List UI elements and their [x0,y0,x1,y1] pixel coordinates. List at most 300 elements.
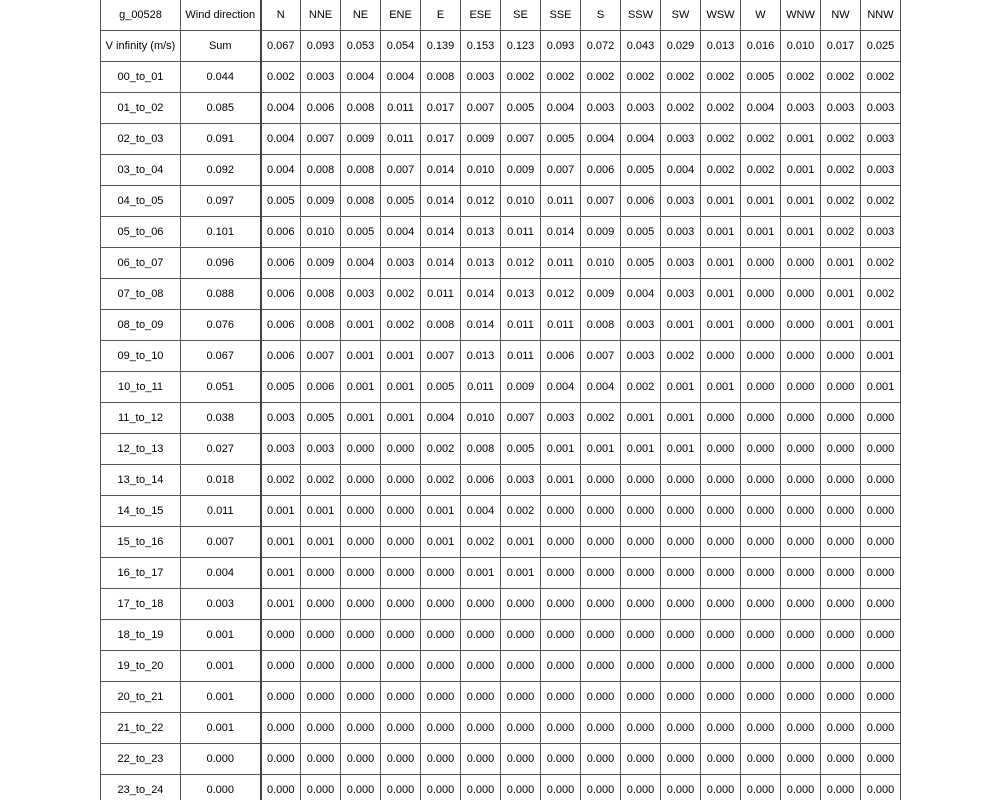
direction-total-cell: 0.123 [501,31,541,62]
value-cell: 0.002 [381,310,421,341]
speed-range-label: 22_to_23 [101,744,181,775]
value-cell: 0.002 [661,341,701,372]
table-row [101,558,901,589]
value-cell: 0.011 [461,372,501,403]
value-cell: 0.000 [541,713,581,744]
value-cell: 0.004 [621,279,661,310]
value-cell: 0.008 [341,186,381,217]
speed-range-label: 16_to_17 [101,558,181,589]
direction-total-cell: 0.067 [261,31,301,62]
direction-total-cell: 0.010 [781,31,821,62]
row-sum-cell: 0.001 [181,682,261,713]
value-cell: 0.001 [661,372,701,403]
value-cell: 0.000 [541,558,581,589]
value-cell: 0.002 [621,372,661,403]
table-row [101,62,901,93]
value-cell: 0.000 [541,589,581,620]
value-cell: 0.002 [501,62,541,93]
table-row [101,186,901,217]
value-cell: 0.009 [501,155,541,186]
value-cell: 0.011 [541,248,581,279]
direction-total-cell: 0.072 [581,31,621,62]
value-cell: 0.000 [381,527,421,558]
value-cell: 0.000 [381,496,421,527]
value-cell: 0.000 [621,558,661,589]
value-cell: 0.002 [581,403,621,434]
direction-header: N [261,0,301,31]
value-cell: 0.000 [701,558,741,589]
value-cell: 0.003 [261,434,301,465]
value-cell: 0.000 [741,279,781,310]
value-cell: 0.008 [421,310,461,341]
row-sum-cell: 0.088 [181,279,261,310]
value-cell: 0.002 [701,155,741,186]
value-cell: 0.000 [861,744,901,775]
row-sum-cell: 0.091 [181,124,261,155]
table-row [101,465,901,496]
value-cell: 0.003 [861,155,901,186]
value-cell: 0.000 [301,558,341,589]
value-cell: 0.000 [781,589,821,620]
wind-frequency-table [100,0,901,800]
value-cell: 0.000 [861,651,901,682]
value-cell: 0.000 [741,527,781,558]
value-cell: 0.002 [701,62,741,93]
value-cell: 0.001 [381,372,421,403]
value-cell: 0.000 [261,620,301,651]
speed-range-label: 17_to_18 [101,589,181,620]
value-cell: 0.000 [581,713,621,744]
value-cell: 0.002 [421,465,461,496]
value-cell: 0.000 [701,341,741,372]
value-cell: 0.000 [741,310,781,341]
value-cell: 0.002 [461,527,501,558]
value-cell: 0.009 [461,124,501,155]
value-cell: 0.007 [421,341,461,372]
value-cell: 0.006 [261,341,301,372]
wind-direction-header: Wind direction [181,0,261,31]
value-cell: 0.000 [781,341,821,372]
table-row [101,372,901,403]
value-cell: 0.001 [261,589,301,620]
value-cell: 0.000 [821,651,861,682]
value-cell: 0.000 [341,775,381,800]
value-cell: 0.003 [821,93,861,124]
speed-range-label: 02_to_03 [101,124,181,155]
row-sum-cell: 0.085 [181,93,261,124]
row-sum-cell: 0.001 [181,620,261,651]
totals-row [101,31,901,62]
value-cell: 0.000 [541,744,581,775]
value-cell: 0.002 [261,465,301,496]
value-cell: 0.000 [701,434,741,465]
value-cell: 0.000 [781,744,821,775]
speed-range-label: 10_to_11 [101,372,181,403]
value-cell: 0.001 [301,527,341,558]
value-cell: 0.000 [461,620,501,651]
direction-total-cell: 0.054 [381,31,421,62]
value-cell: 0.004 [341,62,381,93]
row-sum-cell: 0.011 [181,496,261,527]
value-cell: 0.001 [701,217,741,248]
value-cell: 0.001 [741,186,781,217]
value-cell: 0.000 [381,620,421,651]
value-cell: 0.000 [621,589,661,620]
value-cell: 0.011 [501,341,541,372]
value-cell: 0.003 [301,62,341,93]
value-cell: 0.000 [581,496,621,527]
value-cell: 0.000 [701,620,741,651]
value-cell: 0.002 [821,155,861,186]
table-row [101,217,901,248]
value-cell: 0.005 [541,124,581,155]
value-cell: 0.000 [741,341,781,372]
value-cell: 0.014 [421,186,461,217]
value-cell: 0.009 [301,186,341,217]
value-cell: 0.000 [821,372,861,403]
direction-total-cell: 0.016 [741,31,781,62]
value-cell: 0.002 [741,124,781,155]
value-cell: 0.002 [661,62,701,93]
direction-header: NW [821,0,861,31]
value-cell: 0.000 [381,434,421,465]
value-cell: 0.004 [581,124,621,155]
value-cell: 0.001 [261,558,301,589]
value-cell: 0.000 [301,589,341,620]
value-cell: 0.002 [821,217,861,248]
value-cell: 0.002 [621,62,661,93]
value-cell: 0.000 [381,744,421,775]
value-cell: 0.000 [701,527,741,558]
value-cell: 0.000 [861,682,901,713]
value-cell: 0.000 [541,620,581,651]
value-cell: 0.001 [701,372,741,403]
value-cell: 0.002 [581,62,621,93]
value-cell: 0.007 [381,155,421,186]
value-cell: 0.006 [301,372,341,403]
speed-range-label: 21_to_22 [101,713,181,744]
value-cell: 0.000 [541,496,581,527]
table-row [101,744,901,775]
value-cell: 0.000 [781,620,821,651]
value-cell: 0.013 [461,217,501,248]
value-cell: 0.000 [461,651,501,682]
value-cell: 0.000 [741,713,781,744]
row-sum-cell: 0.001 [181,651,261,682]
value-cell: 0.000 [861,465,901,496]
row-sum-cell: 0.000 [181,775,261,800]
value-cell: 0.001 [261,527,301,558]
value-cell: 0.001 [661,403,701,434]
value-cell: 0.000 [421,744,461,775]
value-cell: 0.000 [661,527,701,558]
value-cell: 0.000 [661,465,701,496]
value-cell: 0.001 [741,217,781,248]
value-cell: 0.000 [781,279,821,310]
direction-header: WNW [781,0,821,31]
value-cell: 0.004 [381,62,421,93]
row-sum-cell: 0.038 [181,403,261,434]
value-cell: 0.000 [261,744,301,775]
row-sum-cell: 0.092 [181,155,261,186]
value-cell: 0.000 [301,620,341,651]
value-cell: 0.000 [621,496,661,527]
value-cell: 0.006 [621,186,661,217]
value-cell: 0.010 [301,217,341,248]
value-cell: 0.010 [501,186,541,217]
value-cell: 0.010 [461,403,501,434]
value-cell: 0.000 [741,465,781,496]
value-cell: 0.000 [741,651,781,682]
value-cell: 0.000 [701,403,741,434]
value-cell: 0.000 [341,744,381,775]
speed-range-label: 14_to_15 [101,496,181,527]
value-cell: 0.003 [341,279,381,310]
direction-header: SE [501,0,541,31]
direction-header: NE [341,0,381,31]
value-cell: 0.002 [781,62,821,93]
value-cell: 0.000 [661,682,701,713]
value-cell: 0.000 [421,713,461,744]
value-cell: 0.001 [821,248,861,279]
table-row [101,775,901,800]
value-cell: 0.000 [701,775,741,800]
value-cell: 0.000 [421,682,461,713]
value-cell: 0.000 [861,775,901,800]
value-cell: 0.001 [341,310,381,341]
value-cell: 0.001 [861,372,901,403]
value-cell: 0.001 [661,434,701,465]
value-cell: 0.001 [541,465,581,496]
value-cell: 0.000 [261,775,301,800]
value-cell: 0.000 [821,589,861,620]
value-cell: 0.007 [581,341,621,372]
value-cell: 0.000 [341,434,381,465]
value-cell: 0.000 [701,713,741,744]
value-cell: 0.000 [621,465,661,496]
speed-range-label: 19_to_20 [101,651,181,682]
speed-range-label: 03_to_04 [101,155,181,186]
value-cell: 0.001 [781,124,821,155]
speed-range-label: 23_to_24 [101,775,181,800]
table-row [101,403,901,434]
value-cell: 0.007 [501,124,541,155]
value-cell: 0.000 [861,434,901,465]
value-cell: 0.000 [861,620,901,651]
value-cell: 0.003 [661,124,701,155]
table-row [101,651,901,682]
table-row [101,527,901,558]
value-cell: 0.011 [381,124,421,155]
value-cell: 0.000 [461,713,501,744]
value-cell: 0.000 [781,682,821,713]
value-cell: 0.000 [341,682,381,713]
value-cell: 0.000 [861,496,901,527]
value-cell: 0.000 [581,465,621,496]
value-cell: 0.000 [381,589,421,620]
table-row [101,620,901,651]
table-row [101,93,901,124]
value-cell: 0.001 [421,527,461,558]
value-cell: 0.002 [821,124,861,155]
direction-header: W [741,0,781,31]
value-cell: 0.004 [741,93,781,124]
value-cell: 0.004 [421,403,461,434]
value-cell: 0.003 [301,434,341,465]
direction-header: SW [661,0,701,31]
value-cell: 0.001 [661,310,701,341]
value-cell: 0.004 [341,248,381,279]
value-cell: 0.000 [301,682,341,713]
value-cell: 0.005 [621,217,661,248]
value-cell: 0.001 [781,155,821,186]
value-cell: 0.003 [661,217,701,248]
value-cell: 0.002 [541,62,581,93]
value-cell: 0.000 [581,620,621,651]
value-cell: 0.006 [261,279,301,310]
value-cell: 0.000 [301,775,341,800]
value-cell: 0.003 [381,248,421,279]
value-cell: 0.000 [341,465,381,496]
value-cell: 0.000 [821,620,861,651]
speed-range-label: 08_to_09 [101,310,181,341]
value-cell: 0.000 [301,651,341,682]
speed-range-label: 04_to_05 [101,186,181,217]
value-cell: 0.000 [621,527,661,558]
direction-total-cell: 0.025 [861,31,901,62]
value-cell: 0.000 [821,744,861,775]
speed-range-label: 00_to_01 [101,62,181,93]
value-cell: 0.000 [781,713,821,744]
value-cell: 0.007 [461,93,501,124]
value-cell: 0.007 [541,155,581,186]
speed-range-label: 13_to_14 [101,465,181,496]
value-cell: 0.002 [661,93,701,124]
row-sum-cell: 0.003 [181,589,261,620]
direction-header: SSE [541,0,581,31]
row-sum-cell: 0.000 [181,744,261,775]
table-row [101,341,901,372]
value-cell: 0.008 [341,155,381,186]
value-cell: 0.000 [781,403,821,434]
value-cell: 0.006 [541,341,581,372]
value-cell: 0.017 [421,124,461,155]
value-cell: 0.000 [421,775,461,800]
value-cell: 0.002 [861,62,901,93]
direction-header: WSW [701,0,741,31]
value-cell: 0.006 [461,465,501,496]
row-sum-cell: 0.076 [181,310,261,341]
value-cell: 0.001 [341,341,381,372]
value-cell: 0.004 [661,155,701,186]
value-cell: 0.000 [661,496,701,527]
value-cell: 0.000 [621,682,661,713]
value-cell: 0.000 [421,620,461,651]
value-cell: 0.008 [341,93,381,124]
value-cell: 0.005 [741,62,781,93]
value-cell: 0.000 [341,527,381,558]
value-cell: 0.000 [501,589,541,620]
value-cell: 0.000 [741,589,781,620]
value-cell: 0.003 [861,93,901,124]
value-cell: 0.000 [581,775,621,800]
value-cell: 0.001 [701,248,741,279]
value-cell: 0.000 [861,589,901,620]
value-cell: 0.002 [741,155,781,186]
value-cell: 0.005 [261,372,301,403]
value-cell: 0.000 [381,682,421,713]
table-row [101,589,901,620]
value-cell: 0.000 [621,651,661,682]
row-sum-cell: 0.067 [181,341,261,372]
value-cell: 0.000 [741,403,781,434]
value-cell: 0.001 [461,558,501,589]
value-cell: 0.000 [781,775,821,800]
value-cell: 0.000 [781,372,821,403]
value-cell: 0.006 [581,155,621,186]
value-cell: 0.011 [501,310,541,341]
value-cell: 0.005 [261,186,301,217]
row-sum-cell: 0.096 [181,248,261,279]
value-cell: 0.000 [821,465,861,496]
sum-header: Sum [181,31,261,62]
row-sum-cell: 0.007 [181,527,261,558]
value-cell: 0.013 [501,279,541,310]
value-cell: 0.003 [621,310,661,341]
value-cell: 0.000 [821,434,861,465]
value-cell: 0.001 [701,310,741,341]
value-cell: 0.000 [581,744,621,775]
value-cell: 0.000 [581,651,621,682]
value-cell: 0.001 [701,279,741,310]
value-cell: 0.004 [261,155,301,186]
value-cell: 0.000 [381,465,421,496]
value-cell: 0.000 [701,651,741,682]
value-cell: 0.000 [741,775,781,800]
value-cell: 0.000 [501,651,541,682]
value-cell: 0.000 [781,496,821,527]
speed-range-label: 06_to_07 [101,248,181,279]
value-cell: 0.002 [861,279,901,310]
value-cell: 0.000 [741,248,781,279]
value-cell: 0.004 [381,217,421,248]
value-cell: 0.002 [701,93,741,124]
value-cell: 0.000 [701,744,741,775]
value-cell: 0.008 [421,62,461,93]
value-cell: 0.008 [461,434,501,465]
value-cell: 0.000 [341,620,381,651]
value-cell: 0.000 [341,496,381,527]
value-cell: 0.001 [341,403,381,434]
table-row [101,279,901,310]
value-cell: 0.000 [461,682,501,713]
direction-header: NNE [301,0,341,31]
value-cell: 0.000 [261,682,301,713]
table-body [101,0,901,800]
value-cell: 0.000 [861,713,901,744]
value-cell: 0.000 [621,744,661,775]
value-cell: 0.012 [461,186,501,217]
speed-range-label: 18_to_19 [101,620,181,651]
value-cell: 0.011 [381,93,421,124]
value-cell: 0.002 [701,124,741,155]
value-cell: 0.009 [581,217,621,248]
value-cell: 0.000 [701,589,741,620]
value-cell: 0.011 [421,279,461,310]
value-cell: 0.001 [581,434,621,465]
direction-total-cell: 0.013 [701,31,741,62]
table-row [101,310,901,341]
